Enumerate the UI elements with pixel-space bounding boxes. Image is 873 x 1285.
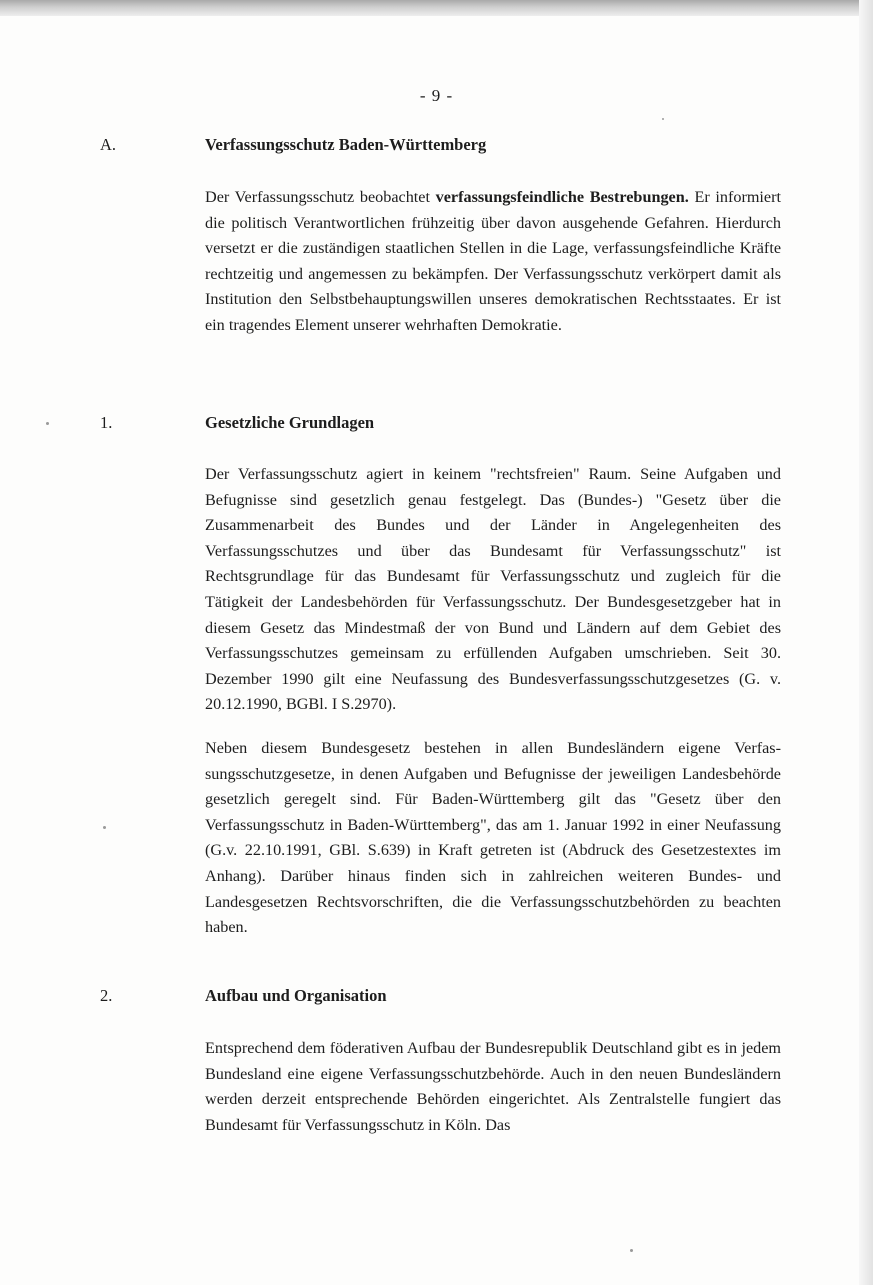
scan-speck xyxy=(662,118,664,120)
section-1-paragraph-1: Der Verfassungsschutz agiert in keinem "rechtsfreien" Raum. Seine Aufgaben und Befugnisse sind gesetzlich genau festgelegt. Das (Bundes-) "Gesetz über die Zusammenarbeit des Bundes und der Länder in Angelegenheiten des Verfassungsschutzes und über das Bundesamt für Verfassungsschutz" ist Rechtsgrundlage für das Bundesamt für Verfassungsschutz und zugleich für die Tätigkeit der Landesbehörden für Verfassungsschutz. Der Bundesgesetzgeber hat in diesem Gesetz das Mindestmaß der von Bund und Ländern auf dem Gebiet des Verfassungsschutzes gemeinsam zu erfüllenden Aufgaben umschrieben. Seit 30. Dezember 1990 gilt eine Neufassung des Bundesverfassungsschutzgesetzes (G. v. 20.12.1990, BGBl. I S.2970). xyxy=(205,465,781,714)
paragraph-text: Der Verfassungsschutz beobachtet xyxy=(205,188,436,206)
scan-edge-top xyxy=(0,0,873,16)
scan-speck xyxy=(46,422,49,425)
scan-edge-right xyxy=(859,0,873,1285)
scan-speck xyxy=(630,1249,633,1252)
section-a-marker: A. xyxy=(100,135,117,154)
emphasis-text: verfassungsfeindliche Bestrebungen. xyxy=(435,188,689,206)
section-1-paragraph-2: Neben diesem Bundesgesetz bestehen in allen Bundesländern eigene Verfassungsschutzgesetze, in denen Aufgaben und Befugnisse der jeweiligen Landesbehörde gesetzlich geregelt sind. Für Baden-Württemberg gilt das "Gesetz über den Verfassungsschutz in Baden-Württemberg", das am 1. Januar 1992 in einer Neufassung (G.v. 22.10.1991, GBl. S.639) in Kraft getreten ist (Abdruck des Gesetzestextes im Anhang). Darüber hinaus finden sich in zahlreichen weiteren Bundes- und Landesgesetzen Rechtsvorschriften, die die Verfassungsschutzbehörden zu beachten haben. xyxy=(205,739,781,937)
page-number: - 9 - xyxy=(419,86,454,105)
section-1-marker: 1. xyxy=(100,413,113,432)
section-a-heading: Verfassungsschutz Baden-Württemberg xyxy=(205,135,487,154)
scan-speck xyxy=(103,826,106,829)
paragraph-text: Er informiert die politisch Verantwortlichen frühzeitig über davon ausgehende Gefahren. Hierdurch versetzt er die zuständigen staatlichen Stellen in die Lage, verfassungsfeindliche Kräfte rechtzeitig und angemessen zu bekämpfen. Der Verfassungsschutz verkörpert damit als Institution den Selbstbehauptungswillen unseres demokratischen Rechtsstaates. Er ist ein tragendes Element unserer wehrhaften Demokratie. xyxy=(205,188,781,334)
section-2-heading: Aufbau und Organisation xyxy=(205,986,387,1005)
section-2-paragraph: Entsprechend dem föderativen Aufbau der Bundesrepublik Deutschland gibt es in jedem Bundesland eine eigene Verfassungsschutzbehörde. Auch in den neuen Bundesländern werden derzeit entsprechende Behörden eingerichtet. Als Zentralstelle fungiert das Bundesamt für Verfassungsschutz in Köln. Das xyxy=(205,1039,781,1134)
section-a-paragraph xyxy=(205,185,781,339)
section-1-heading: Gesetzliche Grundlagen xyxy=(205,413,375,432)
section-2-marker: 2. xyxy=(100,986,113,1005)
